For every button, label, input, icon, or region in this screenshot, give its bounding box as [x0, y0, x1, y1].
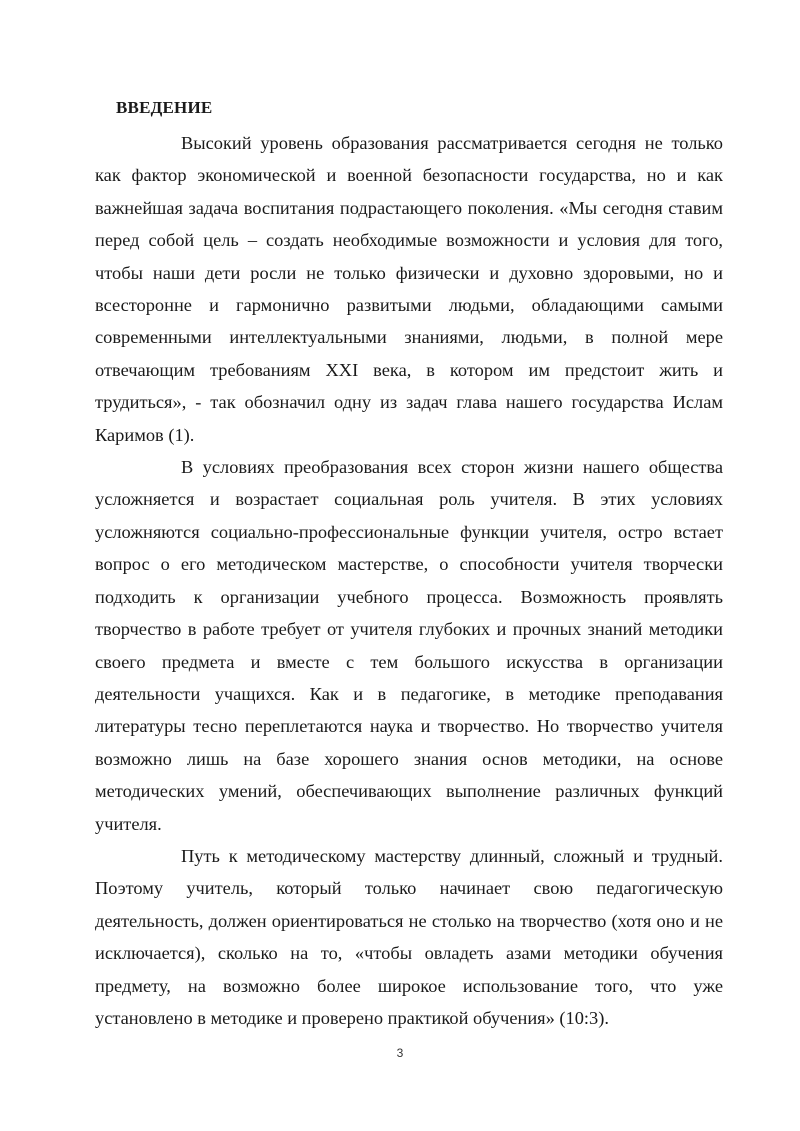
paragraph-1: Высокий уровень образования рассматривается сегодня не только как фактор экономической и военной безопасности государства, но и как важнейшая задача воспитания подрастающего поколения. «Мы сегодня ставим перед собой цель – создать необходимые возможности и условия для того, чтобы наши дети росли не только физически и духовно здоровыми, но и всесторонне и гармонично развитыми людьми, обладающими самыми современными интеллектуальными знаниями, людьми, в полной мере отвечающим требованиям XXI века, в котором им предстоит жить и трудиться», - так обозначил одну из задач глава нашего государства Ислам Каримов (1).	[95, 133, 723, 445]
section-heading: ВВЕДЕНИЕ	[116, 98, 213, 117]
page-content	[95, 93, 723, 1034]
paragraph-3: Путь к методическому мастерству длинный, сложный и трудный. Поэтому учитель, который только начинает свою педагогическую деятельность, должен ориентироваться не столько на творчество (хотя оно и не исключается), сколько на то, «чтобы овладеть азами методики обучения предмету, на возможно более широкое использование того, что уже установлено в методике и проверено практикой обучения» (10:3).	[95, 845, 723, 1028]
page-number: 3	[396, 1046, 404, 1060]
paragraph-2: В условиях преобразования всех сторон жизни нашего общества усложняется и возрастает социальная роль учителя. В этих условиях усложняются социально-профессиональные функции учителя, остро встает вопрос о его методическом мастерстве, о способности учителя творчески подходить к организации учебного процесса. Возможность проявлять творчество в работе требует от учителя глубоких и прочных знаний методики своего предмета и вместе с тем большого искусства в организации деятельности учащихся. Как и в педагогике, в методике преподавания литературы тесно переплетаются наука и творчество. Но творчество учителя возможно лишь на базе хорошего знания основ методики, на основе методических умений, обеспечивающих выполнение различных функций учителя.	[95, 457, 723, 834]
